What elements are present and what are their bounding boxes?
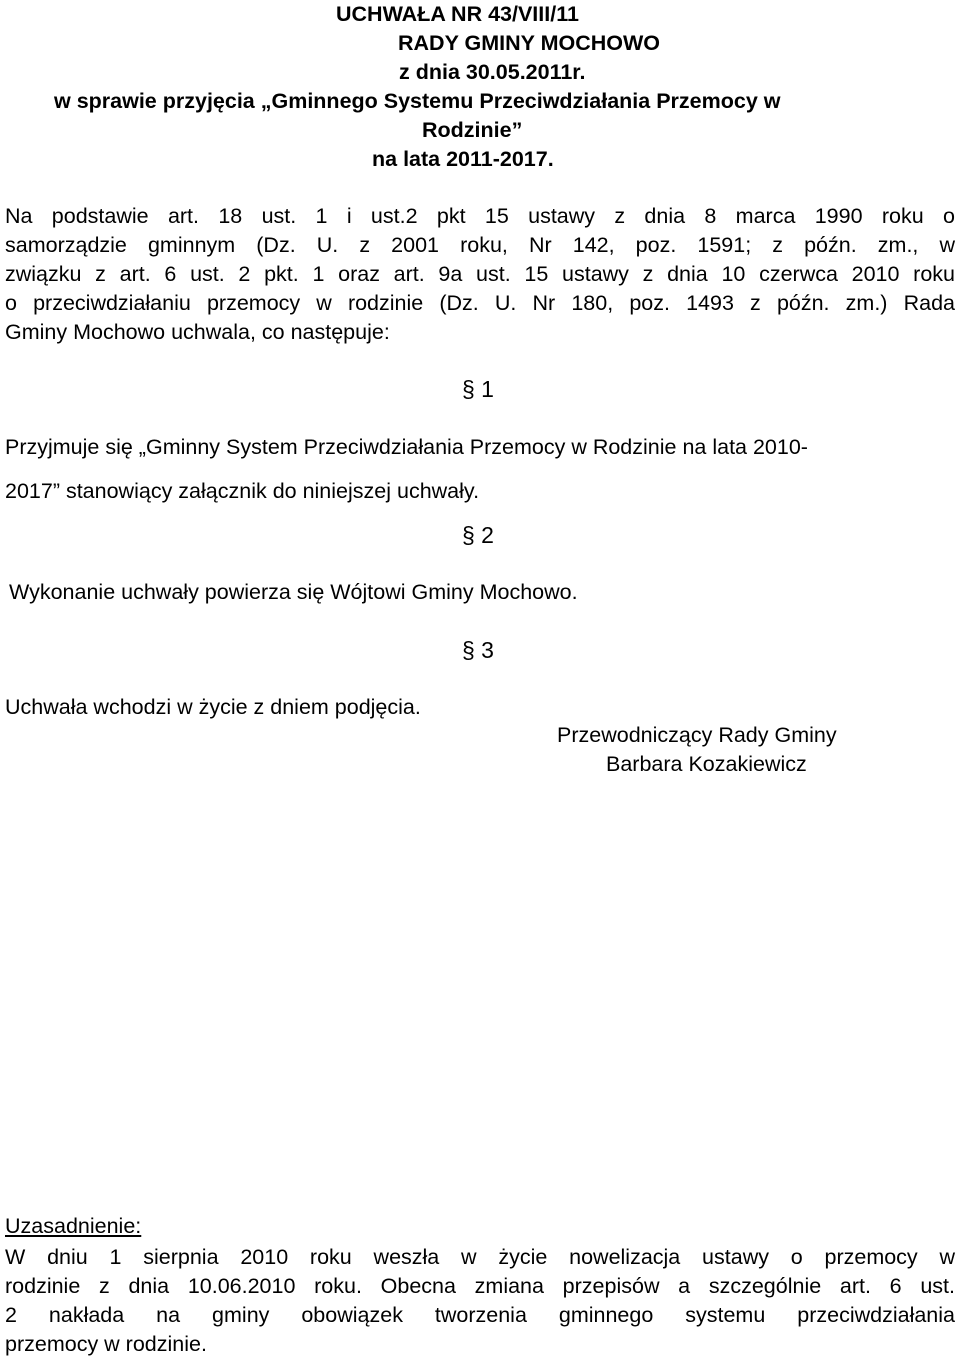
section-1-mark: § 1: [462, 376, 494, 402]
section-2-text: Wykonanie uchwały powierza się Wójtowi Gminy Mochowo.: [9, 580, 578, 604]
section-3-mark: § 3: [462, 637, 494, 663]
justification-line: W dniu 1 sierpnia 2010 roku weszła w życie nowelizacja ustawy o przemocy w: [5, 1245, 955, 1269]
resolution-date: z dnia 30.05.2011r.: [399, 60, 586, 84]
council-name: RADY GMINY MOCHOWO: [398, 31, 660, 55]
section-1-text-line1: Przyjmuje się „Gminny System Przeciwdziałania Przemocy w Rodzinie na lata 2010-: [5, 435, 808, 459]
justification-heading: Uzasadnienie:: [5, 1214, 142, 1238]
resolution-subject-line3: na lata 2011-2017.: [372, 147, 554, 171]
preamble-line: związku z art. 6 ust. 2 pkt. 1 oraz art. 9a ust. 15 ustawy z dnia 10 czerwca 2010 roku: [5, 262, 955, 286]
preamble-line: samorządzie gminnym (Dz. U. z 2001 roku, Nr 142, poz. 1591; z późn. zm., w: [5, 233, 955, 257]
signature-name: Barbara Kozakiewicz: [606, 752, 807, 776]
section-2-mark: § 2: [462, 522, 494, 548]
preamble-line: Na podstawie art. 18 ust. 1 i ust.2 pkt 15 ustawy z dnia 8 marca 1990 roku o: [5, 204, 955, 228]
preamble: [5, 202, 955, 347]
resolution-subject-line2: Rodzinie”: [422, 118, 523, 142]
justification-line: 2 nakłada na gminy obowiązek tworzenia gminnego systemu przeciwdziałania: [5, 1303, 955, 1327]
signature-title: Przewodniczący Rady Gminy: [557, 723, 837, 747]
justification-body: [5, 1243, 955, 1359]
justification-line: przemocy w rodzinie.: [5, 1332, 207, 1356]
justification-line: rodzinie z dnia 10.06.2010 roku. Obecna zmiana przepisów a szczególnie art. 6 ust.: [5, 1274, 955, 1298]
resolution-subject-line1: w sprawie przyjęcia „Gminnego Systemu Przeciwdziałania Przemocy w: [54, 89, 781, 113]
preamble-line: Gminy Mochowo uchwala, co następuje:: [5, 320, 390, 344]
preamble-line: o przeciwdziałaniu przemocy w rodzinie (Dz. U. Nr 180, poz. 1493 z późn. zm.) Rada: [5, 291, 955, 315]
section-3-text: Uchwała wchodzi w życie z dniem podjęcia.: [5, 695, 421, 719]
section-1-text-line2: 2017” stanowiący załącznik do niniejszej uchwały.: [5, 479, 480, 503]
resolution-number: UCHWAŁA NR 43/VIII/11: [336, 2, 579, 26]
